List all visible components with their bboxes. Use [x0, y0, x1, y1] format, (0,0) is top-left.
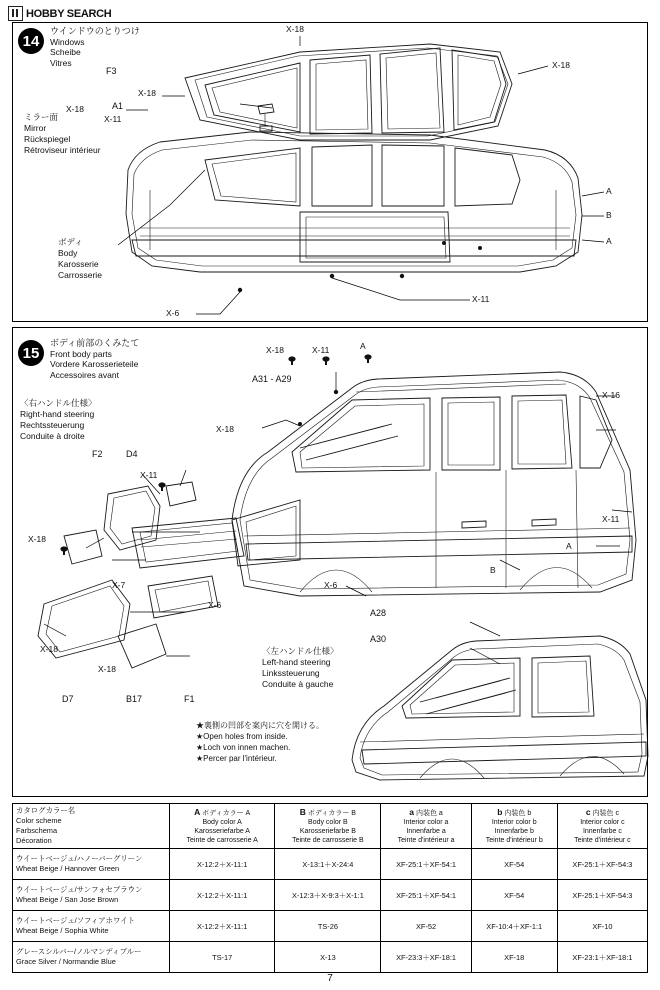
header-ic-jp: 内装色 c — [592, 809, 619, 817]
header-interior-color-c — [557, 804, 647, 849]
cell-body-a: X-12:2＋X-11:1 — [170, 849, 275, 880]
header-body-color-a — [170, 804, 275, 849]
step-15-heading — [50, 338, 139, 380]
screw-icon — [322, 356, 329, 363]
callout-b17: B17 — [126, 694, 143, 704]
screw-icon — [364, 354, 371, 361]
header-scheme-en: Color scheme — [16, 816, 62, 825]
header-scheme-jp: カタログカラー名 — [16, 806, 76, 815]
lhd-note-en: Left-hand steering — [262, 657, 331, 667]
header-ic-fr: Teinte d'intérieur c — [574, 836, 631, 844]
callout-a-top: A — [360, 341, 366, 351]
callout-b-right: B — [606, 210, 612, 220]
drill-note-de: ★Loch von innen machen. — [196, 743, 291, 752]
step-15-title-jp: ボディ前部のくみたて — [50, 338, 140, 348]
cell-body-b: X-12:3＋X-9:3＋X-1:1 — [275, 880, 381, 911]
callout-f1: F1 — [184, 694, 195, 704]
cell-interior-a: XF-52 — [381, 911, 471, 942]
cell-interior-c: XF-23:1＋XF-18:1 — [557, 942, 647, 973]
body-label-en: Body — [58, 248, 78, 258]
scheme-name-en: Grace Silver / Normandie Blue — [16, 957, 116, 966]
header-ic-de: Innenfarbe c — [582, 827, 622, 835]
rhd-note-jp: 〈右ハンドル仕様〉 — [20, 398, 97, 408]
callout-x11-mirror: X-11 — [104, 114, 122, 124]
callout-a30: A30 — [370, 634, 387, 644]
callout-x11-right: X-11 — [602, 514, 620, 524]
mirror-label-en: Mirror — [24, 123, 47, 133]
scheme-name-jp: ウイートベージュ/ハノーバーグリーン — [16, 854, 143, 863]
callout-d4: D4 — [126, 449, 138, 459]
lhd-note-block — [262, 646, 339, 690]
callout-x6-center: X-6 — [324, 580, 338, 590]
step-14-title-en: Windows — [50, 36, 85, 47]
scheme-name-jp: ウイートベージュ/サンフォセブラウン — [16, 885, 143, 894]
table-row — [13, 880, 648, 911]
scheme-name-en: Wheat Beige / Sophia White — [16, 926, 109, 935]
body-label-fr: Carrosserie — [58, 270, 102, 280]
step-15-title-fr: Accessoires avant — [50, 369, 119, 380]
brand-name: HOBBY SEARCH — [26, 7, 112, 20]
callout-x6-bottom: X-6 — [166, 308, 180, 318]
mirror-label-block — [24, 112, 101, 156]
cell-body-b: TS-26 — [275, 911, 381, 942]
header-ib-jp: 内装色 b — [504, 809, 532, 817]
cell-interior-a: XF-25:1＋XF-54:1 — [381, 880, 471, 911]
header-ib-de: Innenfarbe b — [494, 827, 534, 835]
header-ic-en: Interior color c — [580, 818, 625, 826]
header-a-fr: Teinte de carrosserie A — [186, 836, 258, 844]
header-b-jp: ボディカラー B — [307, 809, 356, 817]
rhd-note-fr: Conduite à droite — [20, 431, 85, 441]
callout-a-right: A — [566, 541, 572, 551]
header-ib-fr: Teinte d'intérieur b — [485, 836, 543, 844]
callout-x11-a: X-11 — [312, 345, 330, 355]
color-scheme-table — [12, 803, 648, 973]
lhd-note-jp: 〈左ハンドル仕様〉 — [262, 646, 339, 656]
cell-body-b: X-13:1＋X-24:4 — [275, 849, 381, 880]
callout-a-right-2: A — [606, 236, 612, 246]
callout-x18-left1: X-18 — [28, 534, 46, 544]
callout-x18-wiper: X-18 — [216, 424, 234, 434]
header-letter-ib: b — [497, 806, 503, 817]
body-label-de: Karosserie — [58, 259, 99, 269]
header-scheme-de: Farbschema — [16, 826, 58, 835]
body-label-jp: ボディ — [58, 237, 83, 247]
drill-holes-note — [196, 720, 324, 764]
scheme-name-en: Wheat Beige / San Jose Brown — [16, 895, 119, 904]
header-ia-jp: 内装色 a — [415, 809, 443, 817]
cell-interior-b: XF-18 — [471, 942, 557, 973]
header-letter-a: A — [194, 806, 201, 817]
callout-x18-left3: X-18 — [98, 664, 116, 674]
step-14-title-de: Scheibe — [50, 47, 81, 57]
callout-a31-a29: A31 - A29 — [252, 374, 292, 384]
rhd-note-de: Rechtssteuerung — [20, 420, 85, 430]
mirror-label-fr: Rétroviseur intérieur — [24, 145, 101, 155]
lhd-note-de: Linkssteuerung — [262, 668, 320, 678]
callout-d7: D7 — [62, 694, 74, 704]
drill-note-jp: ★裏側の凹部を案内に穴を開ける。 — [196, 721, 324, 730]
step-14-heading — [50, 26, 140, 68]
scheme-name-cell — [13, 880, 170, 911]
step-14-number: 14 — [18, 28, 44, 54]
header-interior-color-a — [381, 804, 471, 849]
step-15-title-de: Vordere Karosserieteile — [50, 359, 139, 369]
step-15-title-en: Front body parts — [50, 348, 112, 359]
header-letter-b: B — [299, 806, 306, 817]
header-b-en: Body color B — [308, 818, 348, 826]
callout-x18-mirror: X-18 — [66, 104, 84, 114]
scheme-name-cell — [13, 942, 170, 973]
step-15-panel — [12, 327, 648, 797]
callout-x11-left: X-11 — [140, 470, 158, 480]
drill-note-fr: ★Percer par l'intérieur. — [196, 754, 277, 763]
header-a-en: Body color A — [202, 818, 242, 826]
callout-x7: X-7 — [112, 580, 126, 590]
header-ia-fr: Teinte d'intérieur a — [397, 836, 455, 844]
screw-icon — [158, 482, 165, 489]
brand-logo — [8, 6, 111, 21]
callout-a28: A28 — [370, 608, 387, 618]
header-ia-de: Innenfarbe a — [406, 827, 446, 835]
cell-interior-c: XF-10 — [557, 911, 647, 942]
callout-x16-right: X-16 — [602, 390, 620, 400]
step-14-title-jp: ウインドウのとりつけ — [50, 26, 140, 36]
scheme-name-cell — [13, 849, 170, 880]
cell-interior-c: XF-25:1＋XF-54:3 — [557, 849, 647, 880]
cell-body-a: TS-17 — [170, 942, 275, 973]
header-a-jp: ボディカラー A — [202, 809, 251, 817]
part-label-f3: F3 — [106, 66, 117, 76]
header-body-color-b — [275, 804, 381, 849]
rhd-note-block — [20, 398, 97, 442]
lhd-note-fr: Conduite à gauche — [262, 679, 334, 689]
callout-x18-left2: X-18 — [40, 644, 58, 654]
scheme-name-en: Wheat Beige / Hannover Green — [16, 864, 120, 873]
callout-x18-right: X-18 — [552, 60, 570, 70]
rhd-note-en: Right-hand steering — [20, 409, 95, 419]
table-row — [13, 942, 648, 973]
scheme-name-jp: ウイートベージュ/ソフィアホワイト — [16, 916, 135, 925]
cell-interior-a: XF-23:3＋XF-18:1 — [381, 942, 471, 973]
callout-b-right: B — [490, 565, 496, 575]
header-letter-ic: c — [585, 806, 591, 817]
cell-interior-b: XF-54 — [471, 880, 557, 911]
header-ib-en: Interior color b — [491, 818, 537, 826]
header-scheme-fr: Décoration — [16, 836, 52, 845]
mirror-label-de: Rückspiegel — [24, 134, 71, 144]
table-row — [13, 849, 648, 880]
cell-interior-b: XF-10:4＋XF-1:1 — [471, 911, 557, 942]
header-b-fr: Teinte de carrosserie B — [292, 836, 364, 844]
cell-interior-c: XF-25:1＋XF-54:3 — [557, 880, 647, 911]
callout-a-right-1: A — [606, 186, 612, 196]
step-15-number: 15 — [18, 340, 44, 366]
cell-interior-b: XF-54 — [471, 849, 557, 880]
callout-x18-top: X-18 — [286, 24, 304, 34]
header-interior-color-b — [471, 804, 557, 849]
drill-note-en: ★Open holes from inside. — [196, 732, 288, 741]
table-row — [13, 911, 648, 942]
cell-body-b: X-13 — [275, 942, 381, 973]
header-b-de: Karosseriefarbe B — [299, 827, 356, 835]
scheme-name-cell — [13, 911, 170, 942]
callout-f2: F2 — [92, 449, 103, 459]
step-14-title-fr: Vitres — [50, 57, 72, 68]
screw-icon — [288, 356, 295, 363]
callout-x18-left: X-18 — [138, 88, 156, 98]
callout-x18-a: X-18 — [266, 345, 284, 355]
scheme-name-jp: グレースシルバー/ノルマンディブルー — [16, 947, 142, 956]
header-letter-ia: a — [409, 806, 415, 817]
header-ia-en: Interior color a — [403, 818, 449, 826]
page-number: 7 — [327, 973, 333, 984]
table-header-row — [13, 804, 648, 849]
cell-body-a: X-12:2＋X-11:1 — [170, 911, 275, 942]
callout-x11-bottom: X-11 — [472, 294, 490, 304]
part-label-a1: A1 — [112, 101, 124, 111]
header-a-de: Karosseriefarbe A — [194, 827, 250, 835]
cell-body-a: X-12:2＋X-11:1 — [170, 880, 275, 911]
screw-icon — [60, 546, 67, 553]
mirror-label-jp: ミラー面 — [24, 112, 59, 122]
hobby-search-logo-icon — [8, 6, 23, 21]
cell-interior-a: XF-25:1＋XF-54:1 — [381, 849, 471, 880]
header-color-scheme — [13, 804, 170, 849]
body-label-block — [58, 237, 102, 281]
callout-x6-mid: X-6 — [208, 600, 222, 610]
